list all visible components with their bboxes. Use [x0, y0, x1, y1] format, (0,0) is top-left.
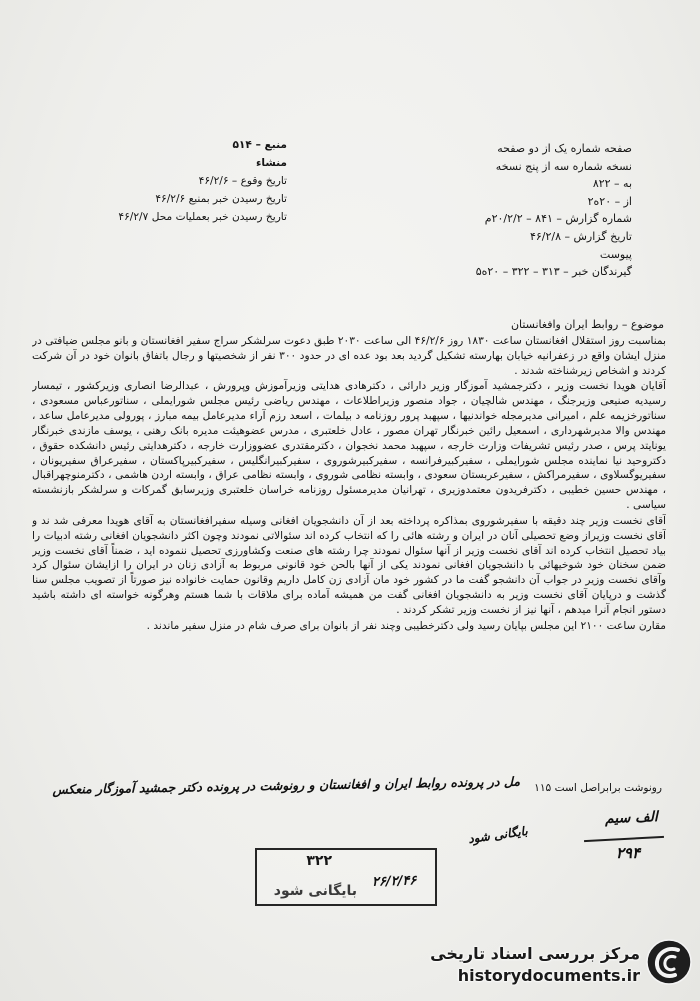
report-body: [32, 334, 666, 770]
date-occurred-line: تاریخ وقوع – ۴۶/۲/۶: [198, 175, 287, 187]
watermark-name: مرکز بررسی اسناد تاریخی: [430, 944, 640, 963]
copy-number-line: نسخه شماره سه از پنج نسخه: [495, 159, 632, 173]
report-date-line: تاریخ گزارش – ۴۶/۲/۸: [529, 229, 632, 243]
attachment-line: پیوست: [599, 247, 632, 261]
handwritten-archive-note: بایگانی شود: [467, 823, 529, 847]
source-line: منبع – ۵۱۴: [232, 139, 287, 151]
body-paragraph-conversation: آقای نخست وزیر چند دقیقه با سفیرشوروی بمذاکره پرداخته بعد از آن دانشجویان افغانی وسیله سفیرافغانستان به آقای هویدا معرفی شد ند و آقای نخست وزیراز وضع تحصیلی آنان در ایران و رشته هائی را که انتخاب کرده اند سئوالاتی نمودند وچون اکثر دانشجویان افغانی رشته ادبیات را بیاد تحصیل انتخاب کرده اند آقای نخست وزیر از آنها سئوال نمودند چرا رشته های صنعت وکشاورزی تحصیل ننموده اید ، ضمناً آقای نخست وزیر ضمن سخنان خود شوخیهائی با دانشجویان افغانی نمودند یکی از آنها بالحن خود قانونی مربوط به آزادی زنان در ایران را ازایشان سئوال کرد وآقای نخست وزیر در جواب آن دانشجو گفت ما در کشور خود مان آزادی زن کامل داریم وقانون حمایت خانواده نیز صورتاً از تصویب مجلس سنا گذشت و درپایان آقای نخست وزیر به دانشجویان افغانی گفت من همیشه آماده برای ملاقات با شما هستم وهرگونه خواسته ای داشته باشید دستور انجام آنرا میدهم ، آنها نیز از نخست وزیر تشکر کردند .: [32, 514, 666, 616]
body-paragraph-attendees: آقایان هویدا نخست وزیر ، دکترجمشید آموزگار وزیر دارائی ، دکترهادی هدایتی وزیرآموزش وپرورش ، عبدالرضا انصاری وزیرکشور ، تیمسار رسیدیه صنیعی وزیرجنگ ، مهندس شالچیان ، جواد منصور وزیراطلاعات ، مهندس ریاضی رئیس مجلس شورایملی ، سناتورعباس مسعودی ، سناتورخزیمه علم ، امیرانی مدیرمجله خواندنیها ، سپهبد پرور روزنامه د بیلمات ، اسعد رزم آراء مدیرعامل بیمه مبارز ، پورولی مدیرعامل ساعد ، مهندس والا مدیرشهرداری ، اسمعیل رائین خبرنگار تهران مصور ، عادل خلعتبری ، مدرس عضوهیئت مدیره بانک رهنی ، یوسف مازندی خبرنگار یونایتد پرس ، صدر رئیس تشریفات وزارت خارجه ، سپهبد محمد نخجوان ، دکترمقتدری عضووزارت خارجه ، دکترهدایتی رئیس دانشکده حقوق ، دکتروحید نیا نماینده مجلس شورایملی ، سفیرکبیرفرانسه ، سفیرکبیرشوروی ، سفیرکبیرانگلیس ، سفیرکبیرپاکستان ، سفیرعراق سفیریونان ، سفیریوگسلاوی ، سفیرمراکش ، سفیرعربستان سعودی ، وابسته نظامی شوروی ، وابسته نظامی عراق ، وابسته اردن هاشمی ، دکترمنوچهراقبال ، مهندس حسین خطیبی ، دکترفریدون معتمدوزیری ، تهرانیان مدیرمسئول روزنامه خراسان خلعتبری وزیرسابق گمرکات و سرلشکر بازنشسته سیاسی .: [32, 380, 666, 512]
archive-center-logo-icon: [645, 938, 693, 986]
body-paragraph-closing: مقارن ساعت ۲۱۰۰ این مجلس بپایان رسید ولی دکترخطیبی وچند نفر از بانوان برای صرف شام در منزل سفیر ماندند .: [146, 619, 666, 632]
page-number-line: صفحه شماره یک از دو صفحه: [497, 142, 632, 155]
report-number-line: شماره گزارش – ۸۴۱ – ۲۰/۲/۲م: [484, 212, 632, 226]
header-report-block: [432, 140, 632, 281]
certified-copy-line: رونوشت برابراصل است ۱۱۵: [534, 782, 662, 794]
origin-line: منشاء: [255, 157, 287, 169]
subject-line: موضوع – روابط ایران وافغانستان: [510, 318, 664, 331]
handwritten-divider: [584, 836, 664, 842]
date-received-source-line: تاریخ رسیدن خبر بمنبع ۴۶/۲/۶: [155, 193, 287, 205]
watermark-url: historydocuments.ir: [457, 966, 640, 985]
header-source-block: [117, 136, 287, 226]
from-line: از – ۲۰ه۲: [587, 194, 632, 208]
date-received-ops-line: تاریخ رسیدن خبر بعملیات محل ۴۶/۲/۷: [118, 211, 287, 223]
handwritten-filing-note: مل در پرونده روابط ایران و افغانستان و رونوشت در پرونده دکتر جمشید آموزگار منعکس: [52, 773, 521, 797]
handwritten-number: ۲۹۴: [615, 844, 640, 862]
to-line: به – ۸۲۲: [592, 177, 632, 191]
handwritten-date: ۲۶/۲/۴۶: [371, 873, 417, 890]
body-paragraph-intro: بمناسبت روز استقلال افغانستان ساعت ۱۸۳۰ روز ۴۶/۲/۶ الی ساعت ۲۰۳۰ طبق دعوت سرلشکر سراج سفیر افغانستان و بانو مجلس ضیافتی در منزل ایشان واقع در زعفرانیه خیابان بهارسته تشکیل گردید بعد بود عده ای در حدود ۳۰۰ نفر از شخصیتها و رجال باتفاق بانوان خود در آن شرکت کردند و اشخاص زیرشناخته شدند .: [32, 335, 666, 377]
handwritten-code: الف سیم: [604, 809, 659, 827]
stamp-text: بایگانی شود: [273, 883, 357, 899]
stamp-number: ۳۲۲: [306, 853, 332, 869]
watermark: [430, 943, 640, 987]
recipients-line: گیرندگان خبر – ۳۱۳ – ۳۲۲ – ۲۰ه۵: [475, 265, 632, 279]
